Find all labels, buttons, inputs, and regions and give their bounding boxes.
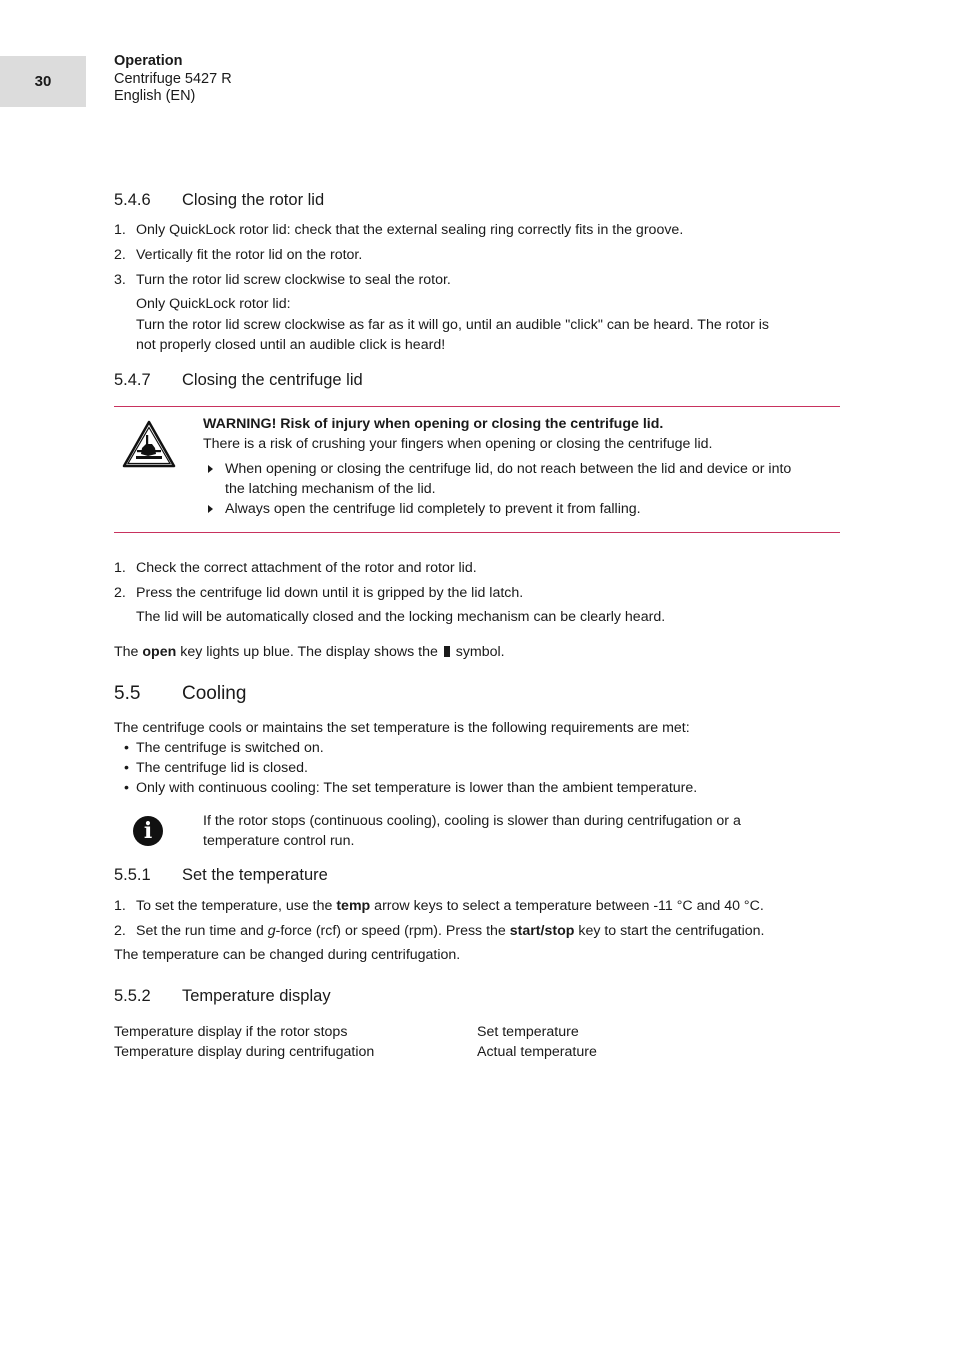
list-item: Only with continuous cooling: The set temperature is lower than the ambient temperature. <box>136 780 698 796</box>
step-text: Press the centrifuge lid down until it is gripped by the lid latch. <box>136 585 524 601</box>
step-text: Vertically fit the rotor lid on the rotor. <box>136 247 363 263</box>
g-force-symbol: g <box>267 923 276 939</box>
step-number: 1. <box>114 222 126 238</box>
section-heading-5-4-7 <box>114 371 814 393</box>
text-run: -force (rcf) or speed (rpm). Press the <box>275 923 510 939</box>
step-result: The lid will be automatically closed and the locking mechanism can be clearly heard. <box>136 609 666 625</box>
section-title: Temperature display <box>182 987 331 1005</box>
step-text <box>136 898 764 914</box>
note-line: Only QuickLock rotor lid: <box>136 296 291 312</box>
section-title: Cooling <box>182 683 247 704</box>
section-heading-5-5 <box>114 683 814 709</box>
section-title: Set the temperature <box>182 866 328 884</box>
note-line: not properly closed until an audible click is heard! <box>136 337 446 353</box>
warning-bottom-rule <box>114 532 840 533</box>
status-paragraph <box>114 644 505 660</box>
page-number: 30 <box>0 56 86 107</box>
section-number: 5.5.2 <box>114 987 151 1005</box>
section-number: 5.5.1 <box>114 866 151 884</box>
running-header <box>114 53 232 106</box>
step-number: 2. <box>114 247 126 263</box>
step-number: 2. <box>114 585 126 601</box>
section-note: The temperature can be changed during centrifugation. <box>114 947 461 963</box>
bullet-icon: • <box>124 760 129 776</box>
table-cell-value: Actual temperature <box>477 1044 597 1060</box>
step-number: 2. <box>114 923 126 939</box>
text-run: arrow keys to select a temperature between -11 °C and 40 °C. <box>370 898 764 914</box>
bullet-icon: • <box>124 740 129 756</box>
open-key-label: open <box>142 644 177 660</box>
text-run: key lights up blue. The display shows the <box>176 644 442 660</box>
text-run: key to start the centrifugation. <box>574 923 765 939</box>
warning-text: There is a risk of crushing your fingers when opening or closing the centrifuge lid. <box>203 436 713 452</box>
step-text: Turn the rotor lid screw clockwise to seal the rotor. <box>136 272 451 288</box>
lid-closed-icon <box>444 646 450 657</box>
info-note: If the rotor stops (continuous cooling), cooling is slower than during centrifugation or a <box>203 813 741 829</box>
section-number: 5.4.7 <box>114 371 151 389</box>
table-cell-condition: Temperature display if the rotor stops <box>114 1024 348 1040</box>
section-heading-5-5-2 <box>114 987 814 1009</box>
step-number: 3. <box>114 272 126 288</box>
text-run: The <box>114 644 143 660</box>
table-cell-value: Set temperature <box>477 1024 579 1040</box>
step-number: 1. <box>114 560 126 576</box>
note-line: Turn the rotor lid screw clockwise as far as it will go, until an audible "click" can be heard. The rotor is <box>136 317 770 333</box>
chapter-title: Operation <box>114 53 183 69</box>
text-run: symbol. <box>451 644 505 660</box>
list-item: The centrifuge is switched on. <box>136 740 324 756</box>
warning-bullet: Always open the centrifuge lid completely to prevent it from falling. <box>225 501 641 517</box>
section-title: Closing the rotor lid <box>182 191 325 209</box>
section-heading-5-5-1 <box>114 866 814 888</box>
language-label: English (EN) <box>114 88 196 104</box>
step-number: 1. <box>114 898 126 914</box>
step-text <box>136 923 764 939</box>
section-heading-5-4-6 <box>114 191 814 213</box>
section-number: 5.5 <box>114 683 141 704</box>
list-item: The centrifuge lid is closed. <box>136 760 308 776</box>
product-name: Centrifuge 5427 R <box>114 70 232 87</box>
arrow-bullet-icon <box>208 505 213 513</box>
start-stop-key-label: start/stop <box>509 923 575 939</box>
warning-bullet-continued: the latching mechanism of the lid. <box>225 481 436 497</box>
crush-hazard-warning-icon <box>122 420 176 472</box>
warning-top-rule <box>114 406 840 407</box>
section-number: 5.4.6 <box>114 191 151 209</box>
arrow-bullet-icon <box>208 465 213 473</box>
warning-bullet: When opening or closing the centrifuge lid, do not reach between the lid and device or into <box>225 461 792 477</box>
temp-key-label: temp <box>336 898 371 914</box>
info-icon: i <box>133 816 163 846</box>
section-intro: The centrifuge cools or maintains the set temperature is the following requirements are met: <box>114 720 690 736</box>
bullet-icon: • <box>124 780 129 796</box>
text-run: Set the run time and <box>136 923 268 939</box>
step-text: Check the correct attachment of the rotor and rotor lid. <box>136 560 477 576</box>
info-note-continued: temperature control run. <box>203 833 355 849</box>
table-cell-condition: Temperature display during centrifugation <box>114 1044 375 1060</box>
step-text: Only QuickLock rotor lid: check that the external sealing ring correctly fits in the groove. <box>136 222 684 238</box>
text-run: To set the temperature, use the <box>136 898 337 914</box>
warning-title: WARNING! Risk of injury when opening or closing the centrifuge lid. <box>203 416 664 432</box>
section-title: Closing the centrifuge lid <box>182 371 363 389</box>
